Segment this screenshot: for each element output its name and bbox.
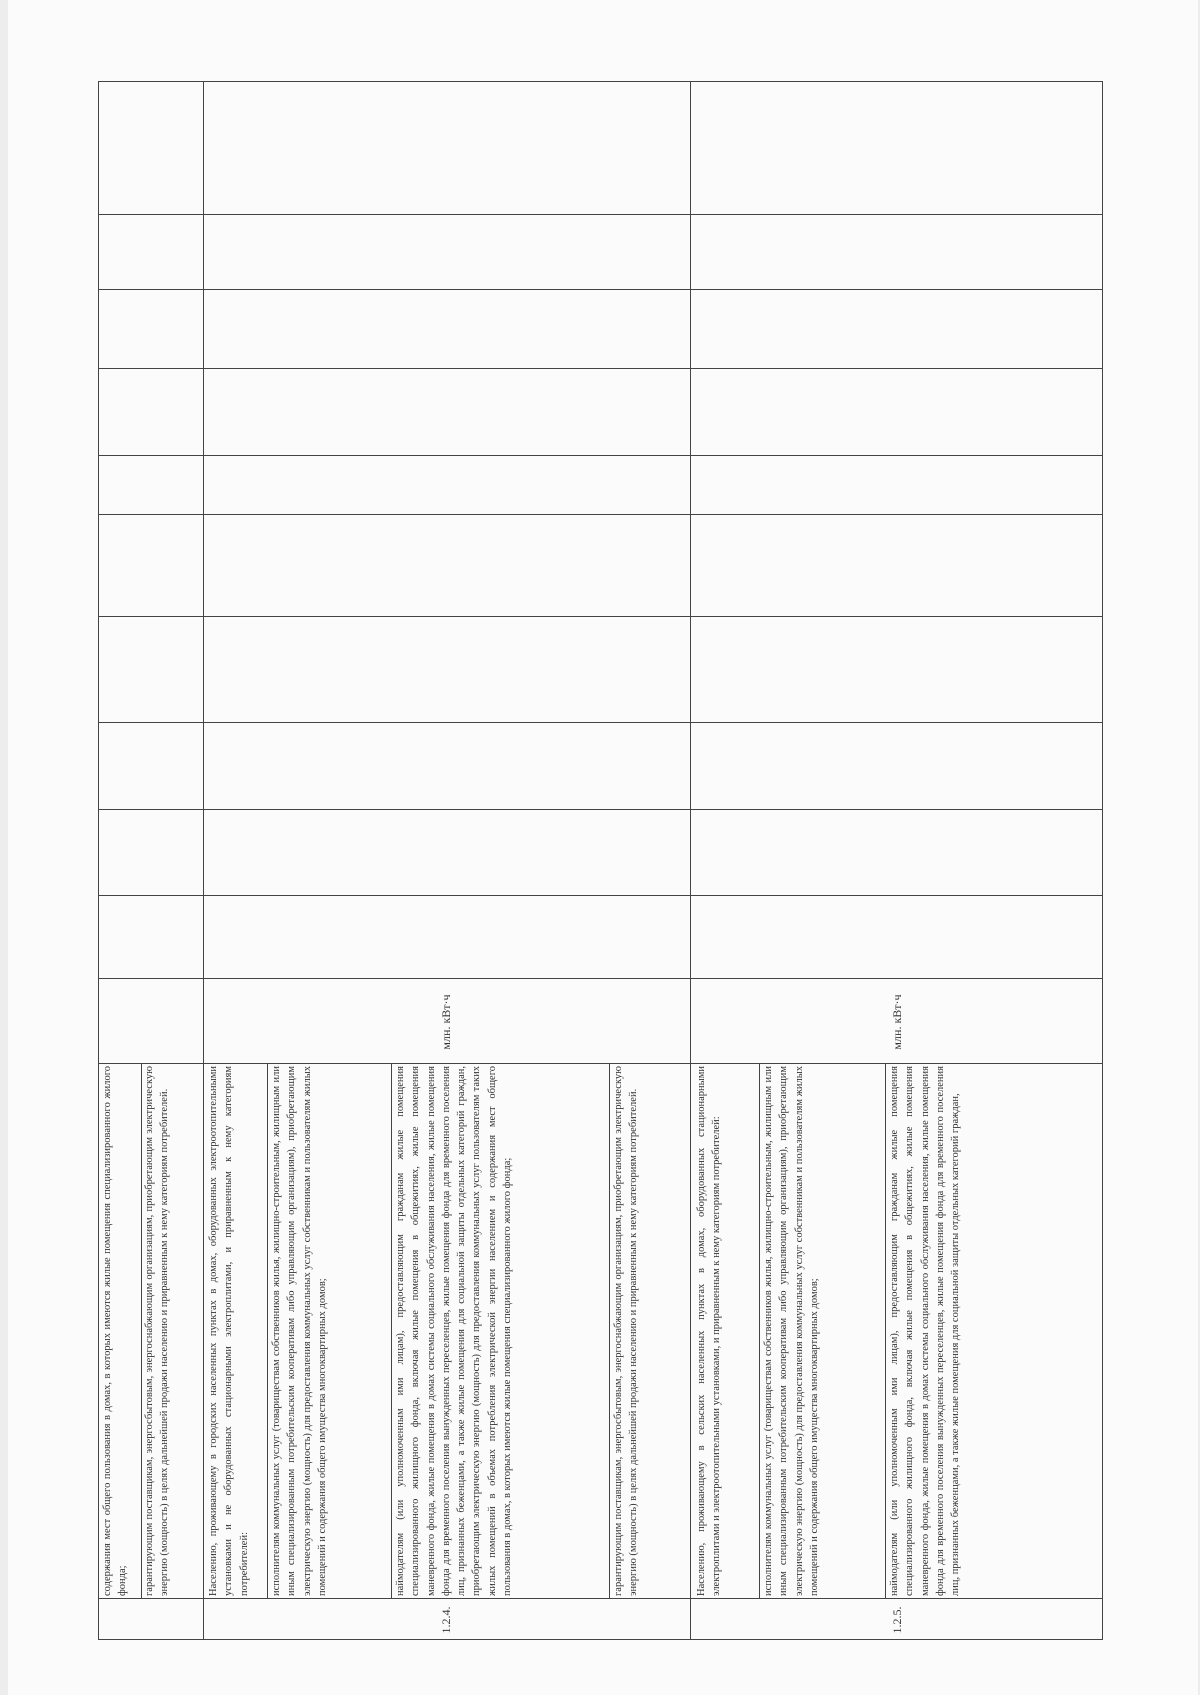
description-cell: Населению, проживающему в сельских населенных пунктах в домах, оборудованных стационарными электроплитами и электроотопительными установками, и приравненным к нему категориям потребителей: <box>696 1066 723 1596</box>
row-number: 1.2.4. <box>438 1606 453 1634</box>
description-cell: гарантирующим поставщикам, энергосбытовым, энергоснабжающим организациям, приобретающим электрическую энергию (мощность) в целях дальнейшей продажи населению и приравненным к нему категориям потребителей. <box>144 1066 171 1596</box>
scanned-page <box>8 0 1198 1695</box>
table-border <box>98 514 1103 515</box>
table-border <box>690 81 691 1640</box>
table-border <box>98 1639 1103 1640</box>
table-border <box>98 368 1103 369</box>
table-border <box>1102 81 1103 1640</box>
rotated-table <box>98 80 1103 1640</box>
table-border <box>98 81 99 1640</box>
description-cell: наймодателям (или уполномоченным ими лицам), предоставляющим гражданам жилые помещения специализированного жилищного фонда, включая жилые помещения в общежитиях, жилые помещения маневренного фонда, жилые помещения в домах системы социального обслуживания населения, жилые помещения фонда для временного поселения вынужденных переселенцев, жилые помещения фонда для временного поселения лиц, признанных беженцами, а также жилые помещения для социальной защиты отдельных категорий граждан, <box>889 1066 962 1596</box>
table-border <box>98 81 1103 82</box>
table-border <box>98 1598 1103 1599</box>
unit-cell: млн. кВт·ч <box>438 994 453 1050</box>
table-border <box>203 81 204 1640</box>
row-divider <box>885 1064 886 1599</box>
description-cell: гарантирующим поставщикам, энергосбытовым, энергоснабжающим организациям, приобретающим электрическую энергию (мощность) в целях дальнейшей продажи населению и приравненным к нему категориям потребителей. <box>613 1066 640 1596</box>
row-divider <box>609 1064 610 1599</box>
table-border <box>98 1063 1103 1064</box>
row-divider <box>759 1064 760 1599</box>
description-cell: исполнителям коммунальных услуг (товариществам собственников жилья, жилищно-строительным, жилищным или иным специализированным потребительским кооперативам либо управляющим организациям), приобретающим электрическую энергию (мощность) для предоставления коммунальных услуг собственникам и пользователям жилых помещений и содержания общего имущества многоквартирных домов; <box>271 1065 328 1596</box>
row-divider <box>267 1064 268 1599</box>
table-border <box>98 214 1103 215</box>
row-divider <box>391 1064 392 1599</box>
row-number: 1.2.5. <box>889 1606 904 1634</box>
table-border <box>98 616 1103 617</box>
table-border <box>98 978 1103 979</box>
row-divider <box>141 1064 142 1599</box>
table-border <box>98 809 1103 810</box>
description-cell: Населению, проживающему в городских населенных пунктах в домах, оборудованных электроотопительными установками и не оборудованных стационарными электроплитами, и приравненным к нему категориям потребителей: <box>208 1066 250 1596</box>
table-border <box>98 289 1103 290</box>
table-border <box>98 895 1103 896</box>
table-border <box>98 455 1103 456</box>
description-cell: наймодателям (или уполномоченным ими лицам), предоставляющим гражданам жилые помещения специализированного жилищного фонда, включая жилые помещения в общежитиях, жилые помещения маневренного фонда, жилые помещения в домах системы социального обслуживания населения, жилые помещения фонда для временного поселения вынужденных переселенцев, жилые помещения фонда для временного поселения лиц, признанных беженцами, а также жилые помещения для социальной защиты отдельных категорий граждан, приобретающим электрическую энергию (мощность) для предоставления коммунальных услуг пользователям таких жилых помещений в объемах потребления электрической энергии населением и содержания мест общего пользования в домах, в которых имеются жилые помещения специализированного жилого фонда; <box>395 1066 514 1596</box>
description-cell: содержания мест общего пользования в домах, в которых имеются жилые помещения специализированного жилого фонда; <box>102 1066 129 1596</box>
unit-cell: млн. кВт·ч <box>889 994 904 1050</box>
description-cell: исполнителям коммунальных услуг (товариществам собственников жилья, жилищно-строительным, жилищным или иным специализированным потребительским кооперативам либо управляющим организациям), приобретающим электрическую энергию (мощность) для предоставления коммунальных услуг собственникам и пользователям жилых помещений и содержания общего имущества многоквартирных домов; <box>763 1065 820 1596</box>
table-border <box>98 722 1103 723</box>
